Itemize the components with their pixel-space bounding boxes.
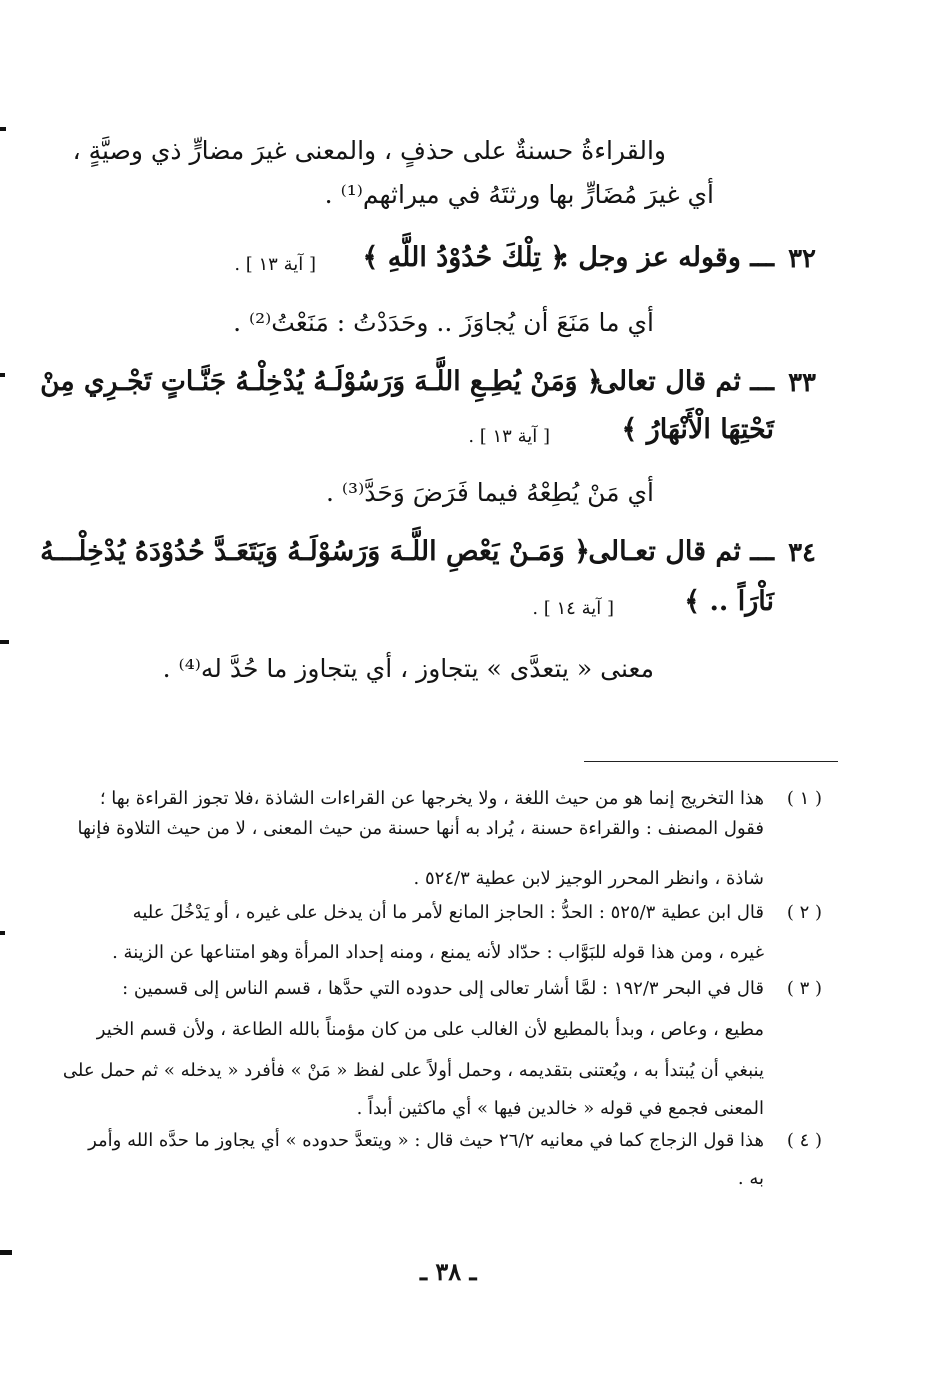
verse-reference: [ آية ١٣ ] . [468,426,550,447]
footnote-line: غيره ، ومن هذا قوله للبَوَّاب : حدّاد لأنه يمنع ، ومنه إحداد المرأة وهو امتناعها عن الزينة . [112,942,764,963]
footnote-line: مطيع ، وعاص ، وبدأ بالمطيع لأن الغالب على من كان مؤمناً بالله الطاعة ، ولأن قسم الخير [96,1019,764,1040]
explanation: معنى « يتعدَّى » يتجاوز ، أي يتجاوز ما حُدَّ له⁽⁴⁾ . [162,654,654,683]
footnote-line: فقول المصنف : والقراءة حسنة ، يُراد به أنها حسنة من حيث المعنى ، لا من حيث التلاوة فإنها [77,818,764,839]
scan-mark [0,1250,12,1255]
verse-reference: [ آية ١٤ ] . [532,598,614,619]
item-intro: ـــ ثم قال تعالى [596,366,774,397]
body-line: والقراءةُ حسنةٌ على حذفٍ ، والمعنى غيرَ مضارٍّ ذي وصيَّةٍ ، [72,136,666,165]
footnote-line: ينبغي أن يُبتدأ به ، ويُعتنى بتقديمه ، وحمل أولاً على لفظ « مَنْ » فأفرد « يدخله » ثم حمل على [62,1060,764,1081]
explanation: أي مَنْ يُطِعْهُ فيما فَرَضَ وَحَدَّ⁽³⁾ . [325,478,654,507]
item-intro: ـــ ثم قال تعـالى [588,536,774,567]
footnote-line: هذا قول الزجاج كما في معانيه ٢٦/٢ حيث قال : « ويتعدَّ حدوده » أي يجاوز ما حدَّه الله وأمر [88,1130,764,1151]
footnote-separator [584,761,838,762]
quran-verse: تَحْتِهَا الْأَنْهَارُ ﴾ [621,414,774,445]
verse-reference: [ آية ١٣ ] . [234,254,316,275]
footnote-number: ( ٤ ) [786,1130,822,1151]
quran-verse: ﴿ تِلْكَ حُدُوْدُ اللَّهِ ﴾ [362,242,566,273]
scan-mark [0,640,9,644]
footnote-line: هذا التخريج إنما هو من حيث اللغة ، ولا يخرجها عن القراءات الشاذة ،فلا تجوز القراءة بها ؛ [99,788,764,809]
scan-mark [0,931,5,935]
quran-verse: ﴿ وَمَـنْ يَعْصِ اللَّـهَ وَرَسُوْلَـهُ وَيَتَعَـدَّ حُدُوْدَهُ يُدْخِلْـــهُ [40,536,590,567]
footnote-line: قال في البحر ١٩٢/٣ : لمَّا أشار تعالى إلى حدوده التي حدَّها ، قسم الناس إلى قسمين : [122,978,764,999]
quran-verse: نَاْرَاً .. ﴾ [684,586,774,617]
scan-mark [0,127,6,131]
item-intro: ـــ وقوله عز وجل : [558,242,774,273]
page-number: ـ ٣٨ ـ [420,1257,477,1286]
quran-verse: ﴿ وَمَنْ يُطِـعِ اللَّـهَ وَرَسُوْلَـهُ يُدْخِلْـهُ جَنَّـاتٍ تَجْـرِي مِنْ [39,366,602,397]
footnote-number: ( ٢ ) [786,902,822,923]
body-line: أي غيرَ مُضَارٍّ بها ورثتَهُ في ميراثهم⁽¹⁾ . [324,180,714,209]
footnote-line: شاذة ، وانظر المحرر الوجيز لابن عطية ٥٢٤/٣ . [413,868,764,889]
footnote-line: المعنى فجمع في قوله « خالدين فيها » أي ماكثين أبداً . [356,1098,764,1119]
item-number: ٣٤ [788,538,816,568]
scan-mark [0,373,5,377]
footnote-line: قال ابن عطية ٥٢٥/٣ : الحدُّ : الحاجز المانع لأمر ما أن يدخل على غيره ، أو يَدْخُلَ عليه [132,902,764,923]
item-number: ٣٢ [788,244,816,274]
footnote-number: ( ٣ ) [786,978,822,999]
item-number: ٣٣ [788,368,816,398]
explanation: أي ما مَنَعَ أن يُجاوَزَ .. وحَدَدْتُ : مَنَعْتُ⁽²⁾ . [233,308,654,337]
footnote-line: به . [737,1168,764,1189]
footnote-number: ( ١ ) [786,788,822,809]
